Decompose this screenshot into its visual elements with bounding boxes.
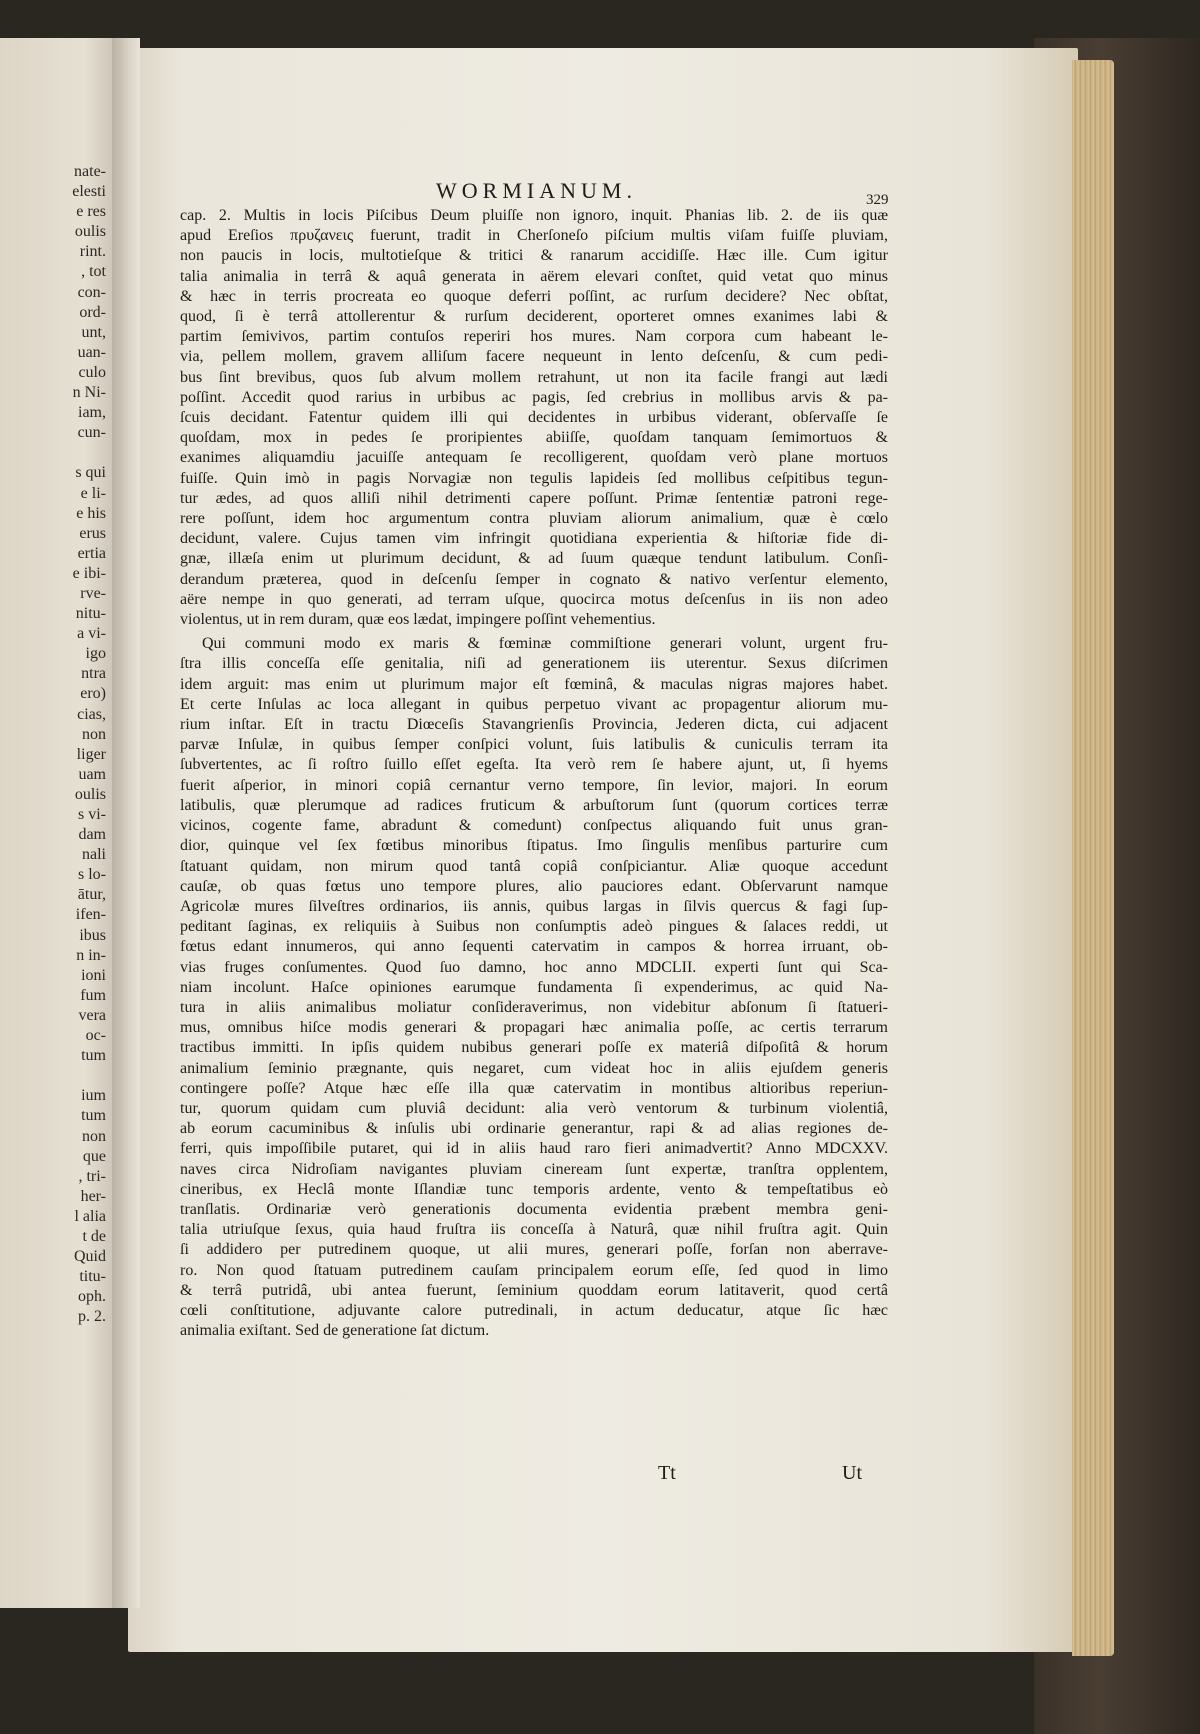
left-fragment-line: , tri- [78,1167,106,1185]
text-line: niam incolunt. Haſce opiniones earumque fundamenta ſi expenderimus, ac quid Na- [180,978,888,996]
text-line: Et certe Inſulas ac loca allegant in quibus perpetuo vivant ac propagentur aliorum mu- [180,695,888,713]
left-fragment-line: uam [78,765,106,783]
text-line: naves circa Nidroſiam navigantes pluviam cineream ſunt expertæ, tranſtra opplentem, [180,1160,888,1178]
text-line: rium inſtar. Eſt in tractu Diœceſis Stavangrienſis Provincia, Jederen dicta, cui adjacent [180,716,888,734]
text-line: apud Ereſios πρυζανεις fuerunt, tradit in Cherſoneſo piſcium multis viſam fuiſſe pluviam, [180,227,888,245]
text-line: quoſdam, mox in pedes ſe proripientes abiiſſe, quoſdam tanquam ſemimortuos & [180,429,888,447]
text-line: vias fruges conſumentes. Quod ſuo damno, hoc anno MDCLII. experti ſunt qui Sca- [180,958,888,976]
left-fragment-line: , tot [81,263,106,281]
left-fragment-line: s lo- [78,866,106,884]
text-line: fuiſſe. Quin imò in pagis Norvagiæ non tegulis lapideis ſed mollibus ceſpitibus tegun- [180,469,888,487]
left-fragment-line: Quid [74,1248,106,1266]
page-edges [1072,60,1114,1656]
text-line: contingere poſſe? Atque hæc eſſe illa quæ catervatim in montibus altioribus reperiun- [180,1079,888,1097]
left-fragment-line: ntra [81,665,106,683]
left-fragment-line: oc- [85,1027,106,1045]
text-line: ab eorum cacuminibus & inſulis ubi ordinarie generantur, rapi & ad alias regiones de- [180,1120,888,1138]
left-fragment-line: vera [78,1006,106,1024]
left-fragment-line: n in- [76,946,106,964]
text-line: fuerit aſperior, in minori copiâ cernantur verno tempore, ſin levior, majori. In eorum [180,776,888,794]
text-line: latibulis, quæ plerumque ad radices fruticum & arbuſtorum ſunt (quorum cortices terræ [180,796,888,814]
left-fragment-line: her- [80,1187,106,1205]
text-line: quod, ſi è terrâ attollerentur & rurſum deciderent, oporteret omnes exanimes labi & [180,308,888,326]
left-fragment-line: titu- [79,1268,106,1286]
text-line: animalium ſeminio prægnante, quis negaret, cum videat hoc in aliis ejuſdem generis [180,1059,888,1077]
text-line: cap. 2. Multis in locis Piſcibus Deum pluiſſe non ignoro, inquit. Phanias lib. 2. de iis quæ [180,207,888,224]
left-fragment-line: igo [85,645,106,663]
text-line: partim ſemivivos, partim contuſos reperiri hos mures. Nam corpora cum habeant le- [180,328,888,346]
text-line: peditant ſaginas, ex reliquiis à Suibus non conſumptis adeò pingues & ſalaces reddi, ut [180,918,888,936]
left-fragment-line: erus [79,524,106,542]
left-fragment-line: oph. [78,1288,106,1306]
text-line: gnæ, illæſa enim ut plurimum decidunt, & ad ſuum quæque tendunt latibulum. Conſi- [180,550,888,568]
left-fragment-line: n Ni- [72,384,106,402]
left-fragment-line: t de [82,1227,106,1245]
book-gutter [112,38,140,1608]
text-line: tura in aliis animalibus moliatur conſideraverimus, non videbitur abſonum ſi ſtatueri- [180,998,888,1016]
text-line: ſi addidero per putredinem quoque, ut alii mures, generari poſſe, forſan non aberrave- [180,1241,888,1259]
text-line: exanimes aliquamdiu jacuiſſe antequam ſe recolligerent, quoſdam verò plane mortuos [180,449,888,467]
text-line: bus ſint brevibus, quos ſub alvum mollem retrahunt, ut non ita facile frangi aut lædi [180,368,888,386]
left-fragment-line: oulis [74,785,106,803]
text-line: vicinos, cogente fame, abradunt & comedunt) conſpectus aliquando fuit unus gran- [180,817,888,835]
text-line: ro. Non quod ſtatuam putredinem cauſam principalem eorum eſſe, ſed quod in limo [180,1261,888,1279]
text-line: cineribus, ex Heclâ monte Iſlandiæ tunc temporis ardente, vento & tempeſtatibus eò [180,1180,888,1198]
left-fragment-line: culo [78,363,106,381]
text-line: cauſæ, ob quas fœtus uno tempore plures, alio pauciores edant. Obſervarunt namque [180,877,888,895]
text-line: mus, omnibus hiſce modis generari & propagari hæc animalia poſſe, ac certis terrarum [180,1019,888,1037]
text-line: ſubvertentes, ac ſi roſtro ſuillo eſſet egeſta. Ita verò rem ſe habere ajunt, ut, ſi hyems [180,756,888,774]
left-fragment-line: non [82,1127,106,1145]
text-line: idem arguit: mas enim ut plurimum major eſt fœminâ, & maculas nigras majores habet. [180,675,888,693]
text-line: tur, quorum quidam cum pluviâ decidunt: alia verò ventorum & turbinum violentiâ, [180,1099,888,1117]
text-line: cœli conſtitutione, adjuvante calore putredinali, in actum deducatur, atque ſic hæc [180,1301,888,1319]
left-fragment-line: l alia [74,1207,106,1225]
left-fragment-line: oulis [74,223,106,241]
text-line: fœtus edant innumeros, qui anno ſequenti catervatim in campos & horrea irruant, ob- [180,938,888,956]
text-line: talia animalia in terrâ & aquâ generata in aërem elevari conſtet, quid vetat quo minus [180,267,888,285]
left-fragment-line: cun- [77,424,106,442]
left-fragment-line: rint. [79,243,106,261]
text-line: animalia exiſtant. Sed de generatione ſat dictum. [180,1322,490,1340]
running-head: WORMIANUM. [436,178,637,203]
text-line: Qui communi modo ex maris & fœminæ commiſtione generari volunt, urgent fru- [202,635,888,653]
left-fragment-line: liger [76,745,106,763]
left-fragment-line: s qui [75,464,106,482]
left-fragment-line: non [82,725,106,743]
page-number: 329 [866,192,889,208]
text-line: ſtra illis conceſſa eſſe genitalia, niſi ad generationem iis uterentur. Sexus diſcrimen [180,655,888,673]
text-line: & terrâ putridâ, ubi antea fuerunt, ſeminium quoddam eorum latitaverit, quod certâ [180,1281,888,1299]
left-fragment-line: iam, [78,404,106,422]
text-line: non paucis in locis, multotieſque & tritici & ranarum accidiſſe. Hæc ille. Cum igitur [180,247,888,265]
left-fragment-line: ord- [79,303,106,321]
left-fragment-line: e ibi- [72,564,106,582]
left-fragment-line: p. 2. [78,1308,106,1326]
text-line: poſſint. Accedit quod rarius in urbibus ac pagis, ſed crebrius in mollibus arvis & pa- [180,388,888,406]
left-fragment-line: con- [77,283,106,301]
text-line: derandum præterea, quod in deſcenſu ſemper in cognato & nativo verſentur elemento, [180,570,888,588]
left-fragment-line: fum [80,986,106,1004]
left-fragment-line: nali [82,846,106,864]
text-line: talia utriuſque ſexus, quia haud fruſtra iis conceſſa à Naturâ, quæ nihil fruſtra agit. Quin [180,1221,888,1239]
text-line: tur ædes, ad quos alliſi nihil detrimenti capere poſſunt. Primæ ſententiæ patroni rege- [180,489,888,507]
left-fragment-line: cias, [77,705,106,723]
text-line: decidunt, valere. Cujus tamen vim infringit quotidiana experientia & hiſtoriæ fide di- [180,530,888,548]
left-fragment-line: ibus [79,926,106,944]
left-fragment-line: ioni [81,966,106,984]
left-fragment-line: uan- [77,343,106,361]
left-fragment-line: tum [81,1107,106,1125]
left-fragment-line: rve- [80,584,106,602]
text-line: ferri, quis impoſſibile putaret, qui id in aliis haud raro fieri animadvertit? Anno MDCXXV. [180,1140,888,1158]
text-line: ſtatuant quidam, non mirum quod tantâ copiâ conſpiciantur. Aliæ quoque accedunt [180,857,888,875]
left-fragment-line: tum [81,1047,106,1065]
left-fragment-line: nate- [74,163,106,180]
left-fragment-line: dam [78,826,106,844]
left-fragment-line: a vi- [77,625,106,643]
signature-mark: Tt [658,1462,676,1484]
left-fragment-line: s vi- [78,806,106,823]
body-text [180,206,888,1341]
text-line: Agricolæ mures ſilveſtres ordinarios, iis annis, quibus largas in ſilvis quercus & fagi ſup- [180,897,888,915]
left-fragment-line: ero) [80,685,106,703]
text-line: tractibus immitti. In ipſis quidem nubibus generari poſſe ex materiâ diſpoſitâ & horum [180,1039,888,1057]
left-fragment-line: elesti [72,183,106,201]
left-fragment-line: unt, [81,323,106,341]
text-line: dior, quinque vel ſex fœtibus minoribus ſtipatus. Imo ſingulis menſibus parturire cum [180,837,888,855]
left-fragment-line [0,443,106,463]
text-line: parvæ Inſulæ, in quibus ſemper conſpici volunt, ſuis latibulis & cuniculis terram ita [180,736,888,754]
left-fragment-line: ium [81,1087,106,1105]
text-line: aëre nempe in quo generati, ad terram uſque, quocirca motus deſcenſus in iis non adeo [180,590,888,608]
text-line: rere poſſunt, idem hoc argumentum contra pluviam aliorum animalium, quæ è cœlo [180,510,888,528]
text-line: via, pellem mollem, gravem alliſum facere nequeunt in lento deſcenſu, & cum pedi- [180,348,888,366]
left-fragment-line: ifen- [75,906,106,924]
left-fragment-line: ātur, [77,886,106,904]
catchword: Ut [842,1462,862,1484]
left-fragment-line: nitu- [75,605,106,623]
left-fragment-line: ertia [77,544,106,562]
text-line: tranſlatis. Ordinariæ verò generationis documenta evidentia præbent membra geni- [180,1200,888,1218]
left-fragment-line: e res [76,203,106,221]
left-page-text-fragments [0,162,112,1327]
left-fragment-line [0,1066,106,1086]
text-line: & hæc in terris procreata eo quoque deferri poſſint, ac rurſum decidere? Nec obſtat, [180,287,888,305]
text-line: violentus, ut in rem duram, quæ eos lædat, impingere poſſint vehementius. [180,611,656,629]
left-fragment-line: e his [76,504,106,522]
text-line: ſcuis decidant. Fatentur quidem illi qui decidentes in urbibus viderant, obſervaſſe ſe [180,409,888,427]
left-fragment-line: e li- [80,484,106,502]
left-fragment-line: que [82,1147,106,1165]
